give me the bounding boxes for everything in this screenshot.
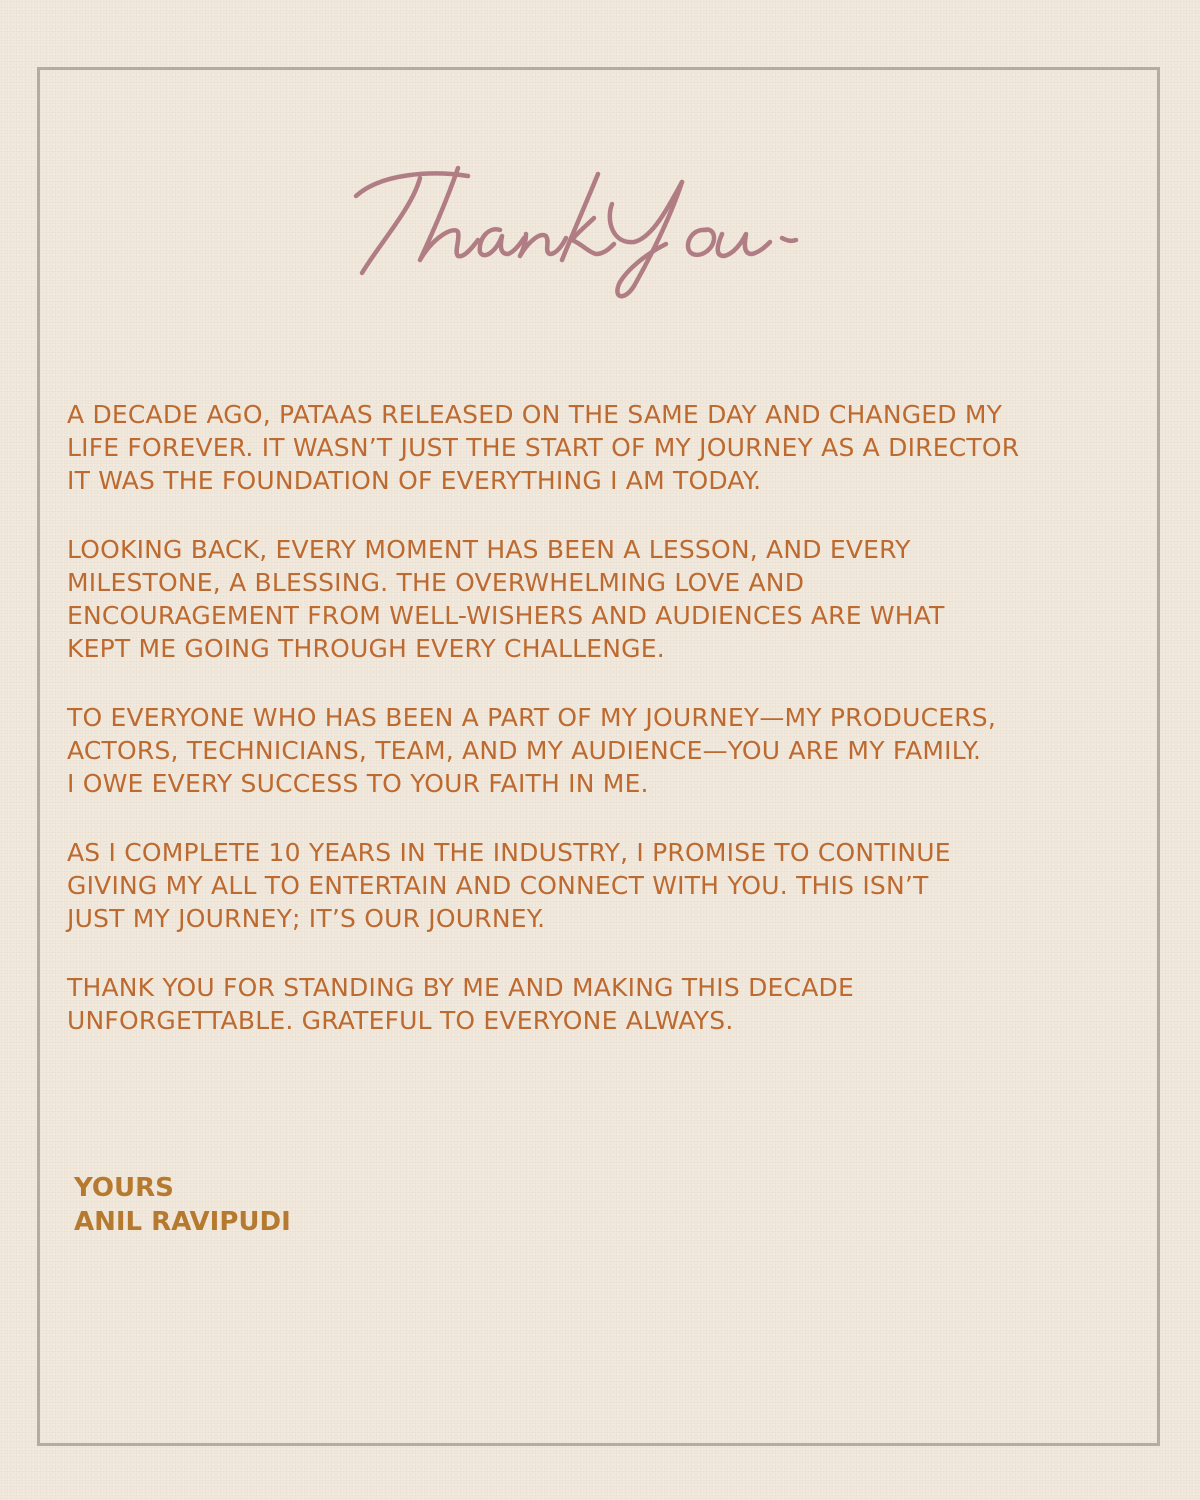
letter-body [67, 398, 1147, 1073]
thank-you-script-lettering [350, 148, 820, 308]
letter-paragraph-3: TO EVERYONE WHO HAS BEEN A PART OF MY JOURNEY—MY PRODUCERS, ACTORS, TECHNICIANS, TEAM, AND MY AUDIENCE—YOU ARE MY FAMILY. I OWE EVERY SUCCESS TO YOUR FAITH IN ME. [67, 703, 997, 798]
signoff-closing: YOURS [74, 1173, 174, 1203]
letter-paragraph-2: LOOKING BACK, EVERY MOMENT HAS BEEN A LESSON, AND EVERY MILESTONE, A BLESSING. THE OVERWHELMING LOVE AND ENCOURAGEMENT FROM WELL-WISHERS AND AUDIENCES ARE WHAT KEPT ME GOING THROUGH EVERY CHALLENGE. [67, 535, 945, 663]
letter-paragraph-5: THANK YOU FOR STANDING BY ME AND MAKING THIS DECADE UNFORGETTABLE. GRATEFUL TO EVERYONE ALWAYS. [67, 973, 854, 1035]
letter-signoff [74, 1171, 291, 1239]
letter-paragraph-4: AS I COMPLETE 10 YEARS IN THE INDUSTRY, I PROMISE TO CONTINUE GIVING MY ALL TO ENTERTAIN AND CONNECT WITH YOU. THIS ISN’T JUST MY JOURNEY; IT’S OUR JOURNEY. [67, 838, 951, 933]
letter-paragraph-1: A DECADE AGO, PATAAS RELEASED ON THE SAME DAY AND CHANGED MY LIFE FOREVER. IT WASN’T JUST THE START OF MY JOURNEY AS A DIRECTOR IT WAS THE FOUNDATION OF EVERYTHING I AM TODAY. [67, 400, 1020, 495]
thank-you-heading [350, 148, 820, 308]
signoff-name: ANIL RAVIPUDI [74, 1207, 291, 1237]
